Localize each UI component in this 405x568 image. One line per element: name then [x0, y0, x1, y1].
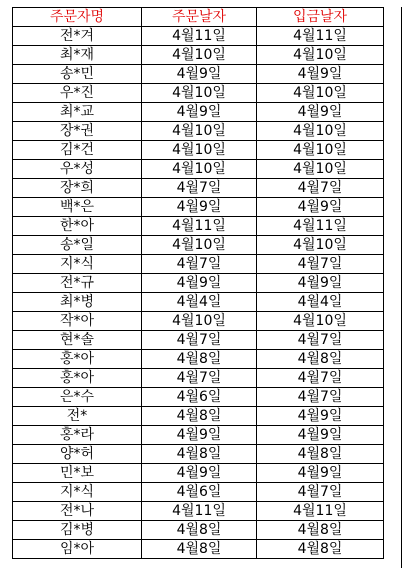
cell-order-date[interactable]: 4월10일 [142, 236, 257, 255]
cell-customer-name[interactable]: 장*권 [13, 122, 142, 141]
table-row [13, 293, 384, 312]
cell-customer-name[interactable]: 최*병 [13, 293, 142, 312]
table-row [13, 160, 384, 179]
table-row [13, 369, 384, 388]
cell-deposit-date[interactable]: 4월9일 [257, 274, 384, 293]
table-row [13, 521, 384, 540]
table-row [13, 274, 384, 293]
cell-deposit-date[interactable]: 4월7일 [257, 255, 384, 274]
cell-customer-name[interactable]: 전*나 [13, 502, 142, 521]
cell-deposit-date[interactable]: 4월8일 [257, 445, 384, 464]
cell-customer-name[interactable]: 전*규 [13, 274, 142, 293]
cell-customer-name[interactable]: 우*성 [13, 160, 142, 179]
cell-deposit-date[interactable]: 4월10일 [257, 122, 384, 141]
cell-customer-name[interactable]: 은*수 [13, 388, 142, 407]
table-row [13, 388, 384, 407]
table-row [13, 445, 384, 464]
cell-order-date[interactable]: 4월9일 [142, 274, 257, 293]
header-customer-name[interactable]: 주문자명 [13, 8, 142, 27]
cell-customer-name[interactable]: 김*건 [13, 141, 142, 160]
cell-order-date[interactable]: 4월8일 [142, 540, 257, 559]
cell-deposit-date[interactable]: 4월7일 [257, 483, 384, 502]
cell-customer-name[interactable]: 지*식 [13, 255, 142, 274]
cell-order-date[interactable]: 4월7일 [142, 255, 257, 274]
table-row [13, 122, 384, 141]
cell-customer-name[interactable]: 장*희 [13, 179, 142, 198]
cell-customer-name[interactable]: 김*병 [13, 521, 142, 540]
cell-deposit-date[interactable]: 4월10일 [257, 46, 384, 65]
cell-deposit-date[interactable]: 4월9일 [257, 464, 384, 483]
cell-deposit-date[interactable]: 4월11일 [257, 27, 384, 46]
header-row [13, 8, 384, 27]
cell-customer-name[interactable]: 송*민 [13, 65, 142, 84]
cell-deposit-date[interactable]: 4월8일 [257, 540, 384, 559]
table-row [13, 84, 384, 103]
cell-deposit-date[interactable]: 4월10일 [257, 160, 384, 179]
sheet-edge-gridline [401, 7, 402, 568]
cell-order-date[interactable]: 4월10일 [142, 46, 257, 65]
cell-order-date[interactable]: 4월11일 [142, 217, 257, 236]
cell-order-date[interactable]: 4월6일 [142, 388, 257, 407]
cell-order-date[interactable]: 4월9일 [142, 464, 257, 483]
cell-customer-name[interactable]: 임*아 [13, 540, 142, 559]
cell-order-date[interactable]: 4월9일 [142, 65, 257, 84]
cell-order-date[interactable]: 4월9일 [142, 426, 257, 445]
cell-customer-name[interactable]: 송*일 [13, 236, 142, 255]
table-row [13, 103, 384, 122]
cell-customer-name[interactable]: 전*겨 [13, 27, 142, 46]
table-row [13, 464, 384, 483]
table-row [13, 407, 384, 426]
cell-deposit-date[interactable]: 4월9일 [257, 65, 384, 84]
cell-deposit-date[interactable]: 4월10일 [257, 236, 384, 255]
cell-deposit-date[interactable]: 4월10일 [257, 312, 384, 331]
cell-deposit-date[interactable]: 4월11일 [257, 502, 384, 521]
table-row [13, 331, 384, 350]
cell-deposit-date[interactable]: 4월9일 [257, 103, 384, 122]
cell-customer-name[interactable]: 홍*아 [13, 369, 142, 388]
table-row [13, 540, 384, 559]
cell-order-date[interactable]: 4월10일 [142, 160, 257, 179]
cell-order-date[interactable]: 4월10일 [142, 312, 257, 331]
cell-deposit-date[interactable]: 4월9일 [257, 198, 384, 217]
cell-deposit-date[interactable]: 4월7일 [257, 331, 384, 350]
cell-order-date[interactable]: 4월8일 [142, 521, 257, 540]
header-order-date[interactable]: 주문날자 [142, 8, 257, 27]
table-row [13, 27, 384, 46]
cell-order-date[interactable]: 4월4일 [142, 293, 257, 312]
cell-order-date[interactable]: 4월8일 [142, 407, 257, 426]
cell-order-date[interactable]: 4월10일 [142, 141, 257, 160]
cell-order-date[interactable]: 4월10일 [142, 84, 257, 103]
cell-customer-name[interactable]: 한*아 [13, 217, 142, 236]
cell-deposit-date[interactable]: 4월10일 [257, 84, 384, 103]
cell-customer-name[interactable]: 민*보 [13, 464, 142, 483]
cell-order-date[interactable]: 4월9일 [142, 103, 257, 122]
cell-order-date[interactable]: 4월11일 [142, 27, 257, 46]
table-row [13, 217, 384, 236]
cell-customer-name[interactable]: 홍*라 [13, 426, 142, 445]
cell-deposit-date[interactable]: 4월11일 [257, 217, 384, 236]
table-row [13, 312, 384, 331]
table-row [13, 65, 384, 84]
cell-deposit-date[interactable]: 4월7일 [257, 388, 384, 407]
table-row [13, 236, 384, 255]
table-row [13, 141, 384, 160]
cell-customer-name[interactable]: 전* [13, 407, 142, 426]
cell-deposit-date[interactable]: 4월8일 [257, 521, 384, 540]
cell-order-date[interactable]: 4월10일 [142, 122, 257, 141]
cell-order-date[interactable]: 4월8일 [142, 350, 257, 369]
table-row [13, 350, 384, 369]
cell-deposit-date[interactable]: 4월4일 [257, 293, 384, 312]
cell-order-date[interactable]: 4월7일 [142, 331, 257, 350]
table-row [13, 198, 384, 217]
cell-deposit-date[interactable]: 4월8일 [257, 350, 384, 369]
cell-customer-name[interactable]: 백*은 [13, 198, 142, 217]
cell-customer-name[interactable]: 우*진 [13, 84, 142, 103]
cell-order-date[interactable]: 4월9일 [142, 198, 257, 217]
table-row [13, 179, 384, 198]
table-row [13, 426, 384, 445]
cell-order-date[interactable]: 4월7일 [142, 369, 257, 388]
table-body [13, 27, 384, 559]
table-row [13, 502, 384, 521]
cell-deposit-date[interactable]: 4월10일 [257, 141, 384, 160]
cell-deposit-date[interactable]: 4월9일 [257, 426, 384, 445]
cell-customer-name[interactable]: 홍*아 [13, 350, 142, 369]
cell-order-date[interactable]: 4월8일 [142, 445, 257, 464]
cell-deposit-date[interactable]: 4월7일 [257, 179, 384, 198]
cell-order-date[interactable]: 4월11일 [142, 502, 257, 521]
cell-customer-name[interactable]: 최*교 [13, 103, 142, 122]
cell-order-date[interactable]: 4월7일 [142, 179, 257, 198]
table-row [13, 46, 384, 65]
cell-customer-name[interactable]: 양*허 [13, 445, 142, 464]
cell-customer-name[interactable]: 작*아 [13, 312, 142, 331]
cell-customer-name[interactable]: 지*식 [13, 483, 142, 502]
table-row [13, 255, 384, 274]
order-deposit-table [12, 7, 384, 559]
header-deposit-date[interactable]: 입금날자 [257, 8, 384, 27]
cell-customer-name[interactable]: 현*솔 [13, 331, 142, 350]
cell-deposit-date[interactable]: 4월7일 [257, 369, 384, 388]
cell-order-date[interactable]: 4월6일 [142, 483, 257, 502]
table-row [13, 483, 384, 502]
cell-deposit-date[interactable]: 4월9일 [257, 407, 384, 426]
cell-customer-name[interactable]: 최*재 [13, 46, 142, 65]
